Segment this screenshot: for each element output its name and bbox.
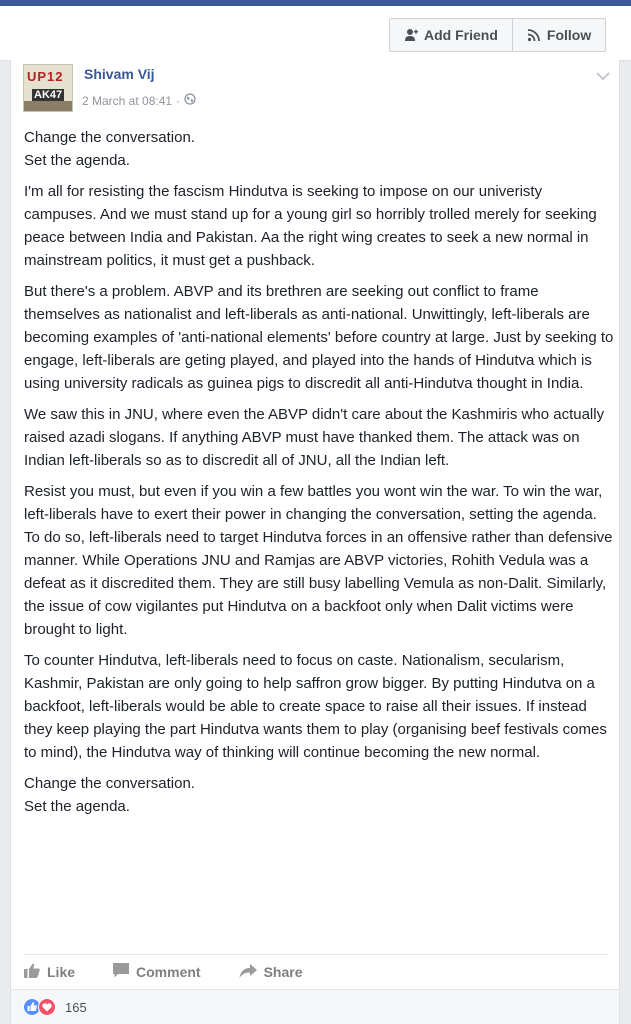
post-paragraph	[24, 772, 614, 818]
post-paragraph	[24, 403, 614, 472]
like-love-reaction-icon	[23, 998, 57, 1016]
meta-separator: ·	[176, 93, 181, 108]
add-friend-label: Add Friend	[424, 27, 498, 43]
reactions-bar[interactable]	[11, 989, 619, 1024]
post-paragraph	[24, 649, 614, 764]
post-text-line: Resist you must, but even if you win a few battles you wont win the war. To win the war, left-liberals have to exert their power in changing the conversation, setting the agenda. To do so, left-liberals need to target Hindutva forces in an offensive rather than defensive manner. While Operations JNU and Ramjas are ABVP victories, Rohith Vedula was a defeat as it discredited them. They are still busy labelling Vemula as non-Dalit. Similarly, the issue of cow vigilantes put Hindutva on a backfoot only when Dalit victims were brought to light.	[24, 483, 613, 638]
avatar-text-bottom: AK47	[34, 89, 63, 101]
follow-label: Follow	[546, 27, 592, 43]
follow-button[interactable]	[512, 19, 605, 51]
profile-action-buttons	[389, 18, 606, 52]
share-arrow-icon	[239, 964, 257, 981]
avatar[interactable]	[23, 64, 73, 112]
post-text-line: We saw this in JNU, where even the ABVP didn't care about the Kashmiris who actually raised azadi slogans. If anything ABVP must have thanked them. The attack was on Indian left-liberals so as to discredit all of JNU, all the Indian left.	[24, 406, 605, 469]
comment-label: Comment	[136, 964, 201, 980]
post-text-line: Change the conversation.	[24, 775, 195, 792]
reaction-icons	[23, 998, 57, 1016]
post-text-line: I'm all for resisting the fascism Hindutva is seeking to impose on our univeristy campuses. And we must stand up for a young girl so horribly trolled merely for seeking peace between India and Pakistan. Aa the right wing creates to seek a new normal in mainstream politics, it must get a pushback.	[24, 183, 597, 269]
like-label: Like	[47, 964, 76, 980]
post-text-line: To counter Hindutva, left-liberals need to focus on caste. Nationalism, secularism, Kashmir, Pakistan are only going to help saffron grow bigger. By putting Hindutva on a backfoot, left-liberals would be able to create space to raise all their issues. If instead they keep playing the part Hindutva wants them to play (organising beef festivals comes to mind), the Hindutva way of thinking will continue becoming the new normal.	[24, 652, 607, 761]
post-options-chevron-icon[interactable]	[596, 68, 610, 86]
add-friend-button[interactable]	[390, 19, 512, 51]
rss-icon	[527, 28, 541, 42]
thumbs-up-icon	[24, 963, 40, 981]
globe-icon[interactable]	[184, 93, 196, 108]
post-text-line: Change the conversation.	[24, 129, 195, 146]
share-button[interactable]	[239, 964, 303, 981]
comment-button[interactable]	[113, 963, 201, 981]
post-text-line: Set the agenda.	[24, 798, 130, 815]
post-text-line: But there's a problem. ABVP and its brethren are seeking out conflict to frame themselves as nationalist and left-liberals as anti-national. Unwittingly, left-liberals are becoming examples of 'anti-national elements' before country at large. Just by seeking to engage, left-liberals are geting played, and played into the hands of Hindutva which is using university radicals as guinea pigs to discredit all anti-Hindutva thought in India.	[24, 283, 614, 392]
post-card	[10, 60, 620, 1024]
share-label: Share	[263, 964, 303, 980]
post-paragraph	[24, 480, 614, 641]
comment-icon	[113, 963, 129, 981]
post-timestamp[interactable]: 2 March at 08:41	[82, 93, 173, 108]
avatar-decoration	[24, 101, 72, 111]
post-paragraph	[24, 180, 614, 272]
post-paragraph	[24, 126, 614, 172]
post-body	[24, 126, 614, 826]
post-meta	[82, 93, 196, 108]
avatar-text-top: UP12	[27, 69, 64, 84]
post-text-line: Set the agenda.	[24, 152, 130, 169]
author-name[interactable]: Shivam Vij	[84, 66, 155, 82]
add-friend-icon	[404, 28, 418, 42]
post-actions	[24, 954, 608, 989]
profile-header	[0, 6, 631, 61]
like-button[interactable]	[24, 963, 75, 981]
post-paragraph	[24, 280, 614, 395]
reaction-count[interactable]: 165	[65, 999, 87, 1015]
